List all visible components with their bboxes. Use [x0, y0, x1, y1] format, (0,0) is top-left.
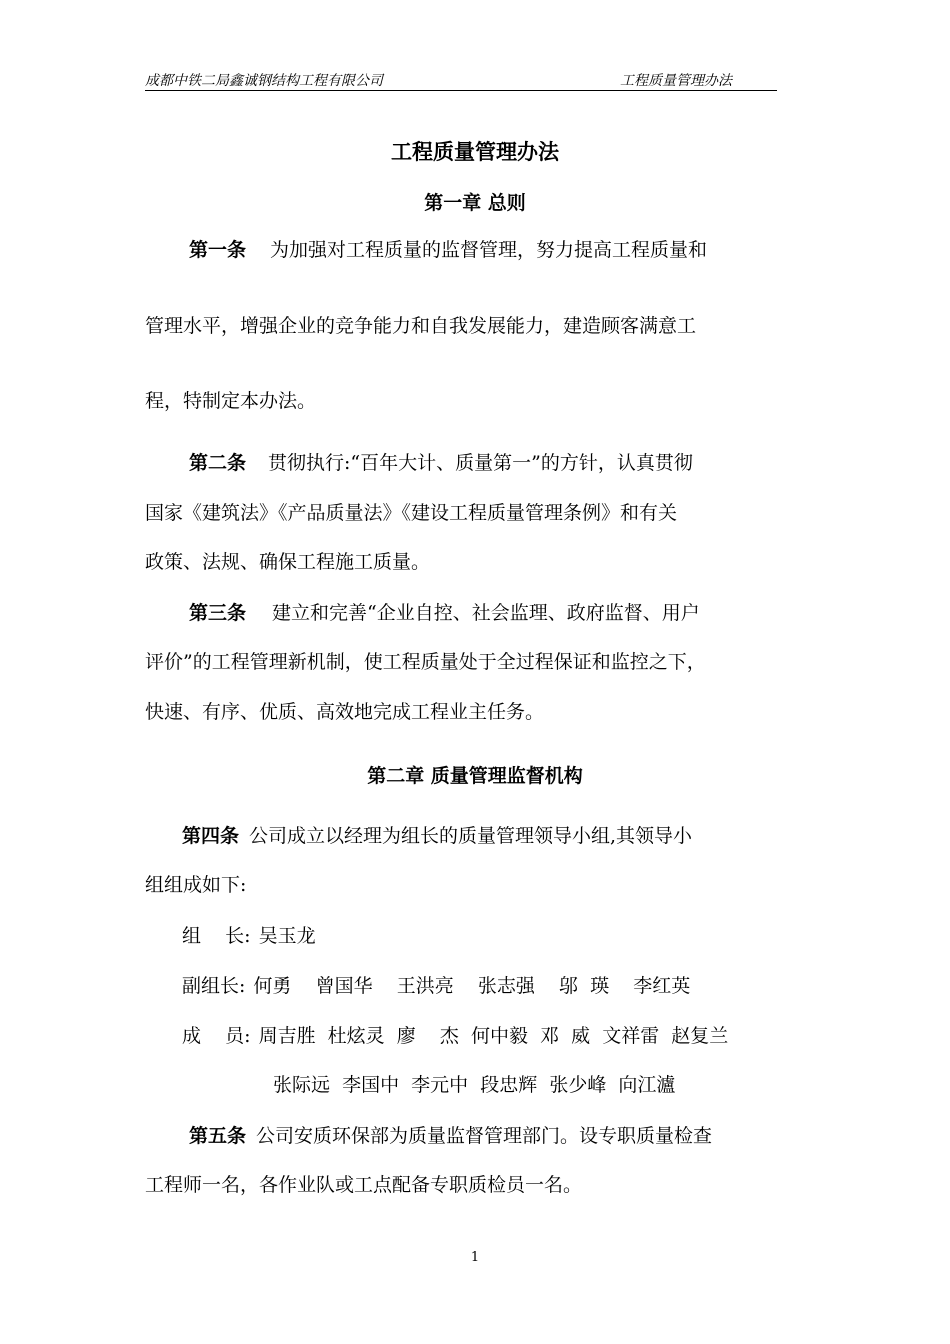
- article-5-line-2: 工程师一名，各作业队或工点配备专职质检员一名。: [145, 1174, 583, 1196]
- group-leader-name: 吴玉龙: [258, 925, 316, 947]
- article-5-label: 第五条: [189, 1125, 247, 1147]
- article-4-text-1: 公司成立以经理为组长的质量管理领导小组,其领导小: [249, 825, 693, 847]
- group-member-label: 成 员:: [182, 1025, 251, 1047]
- group-vice-row: [182, 973, 690, 999]
- group-member-names-1: 周吉胜 杜炫灵 廖 杰 何中毅 邓 威 文祥雷 赵复兰: [258, 1025, 729, 1047]
- article-1-label: 第一条: [189, 239, 247, 261]
- group-leader-row: [182, 923, 316, 949]
- chapter-2-heading: 第二章 质量管理监督机构: [367, 765, 583, 787]
- article-1-text-1: 为加强对工程质量的监督管理，努力提高工程质量和: [270, 239, 708, 261]
- article-3-line-2: 评价”的工程管理新机制，使工程质量处于全过程保证和监控之下，: [145, 651, 706, 673]
- article-1-line-2: 管理水平，增强企业的竞争能力和自我发展能力，建造顾客满意工: [145, 315, 697, 337]
- document-title: 工程质量管理办法: [391, 140, 559, 164]
- group-vice-label: 副组长:: [182, 975, 246, 997]
- article-2-line-1: [189, 450, 693, 476]
- article-5-line-1: [189, 1123, 712, 1149]
- article-4-line-1: [182, 823, 692, 849]
- header-company: 成都中铁二局鑫诚钢结构工程有限公司: [145, 73, 383, 89]
- article-3-line-1: [189, 600, 700, 626]
- article-2-line-2: 国家《建筑法》《产品质量法》《建设工程质量管理条例》和有关: [145, 502, 678, 524]
- article-4-line-2: 组组成如下:: [145, 874, 247, 896]
- article-2-text-1: 贯彻执行:“百年大计、质量第一”的方针，认真贯彻: [268, 452, 693, 474]
- article-3-text-1: 建立和完善“企业自控、社会监理、政府监督、用户: [272, 602, 700, 624]
- article-2-label: 第二条: [189, 452, 247, 474]
- article-3-line-3: 快速、有序、优质、高效地完成工程业主任务。: [145, 701, 545, 723]
- article-3-label: 第三条: [189, 602, 247, 624]
- article-1-line-3: 程，特制定本办法。: [145, 390, 317, 412]
- group-member-row: [182, 1023, 728, 1049]
- article-1-line-1: [189, 237, 707, 263]
- page-header: [145, 66, 777, 91]
- article-5-text-1: 公司安质环保部为质量监督管理部门。设专职质量检查: [256, 1125, 713, 1147]
- page-number: 1: [470, 1250, 480, 1265]
- group-member-names-2: 张际远 李国中 李元中 段忠辉 张少峰 向江瀘: [273, 1074, 676, 1096]
- header-doc-title: 工程质量管理办法: [620, 73, 732, 89]
- group-vice-names: 何勇 曾国华 王洪亮 张志强 邬 瑛 李红英: [253, 975, 691, 997]
- article-4-label: 第四条: [182, 825, 240, 847]
- chapter-1-heading: 第一章 总则: [424, 192, 526, 214]
- group-leader-label: 组 长:: [182, 925, 251, 947]
- article-2-line-3: 政策、法规、确保工程施工质量。: [145, 551, 431, 573]
